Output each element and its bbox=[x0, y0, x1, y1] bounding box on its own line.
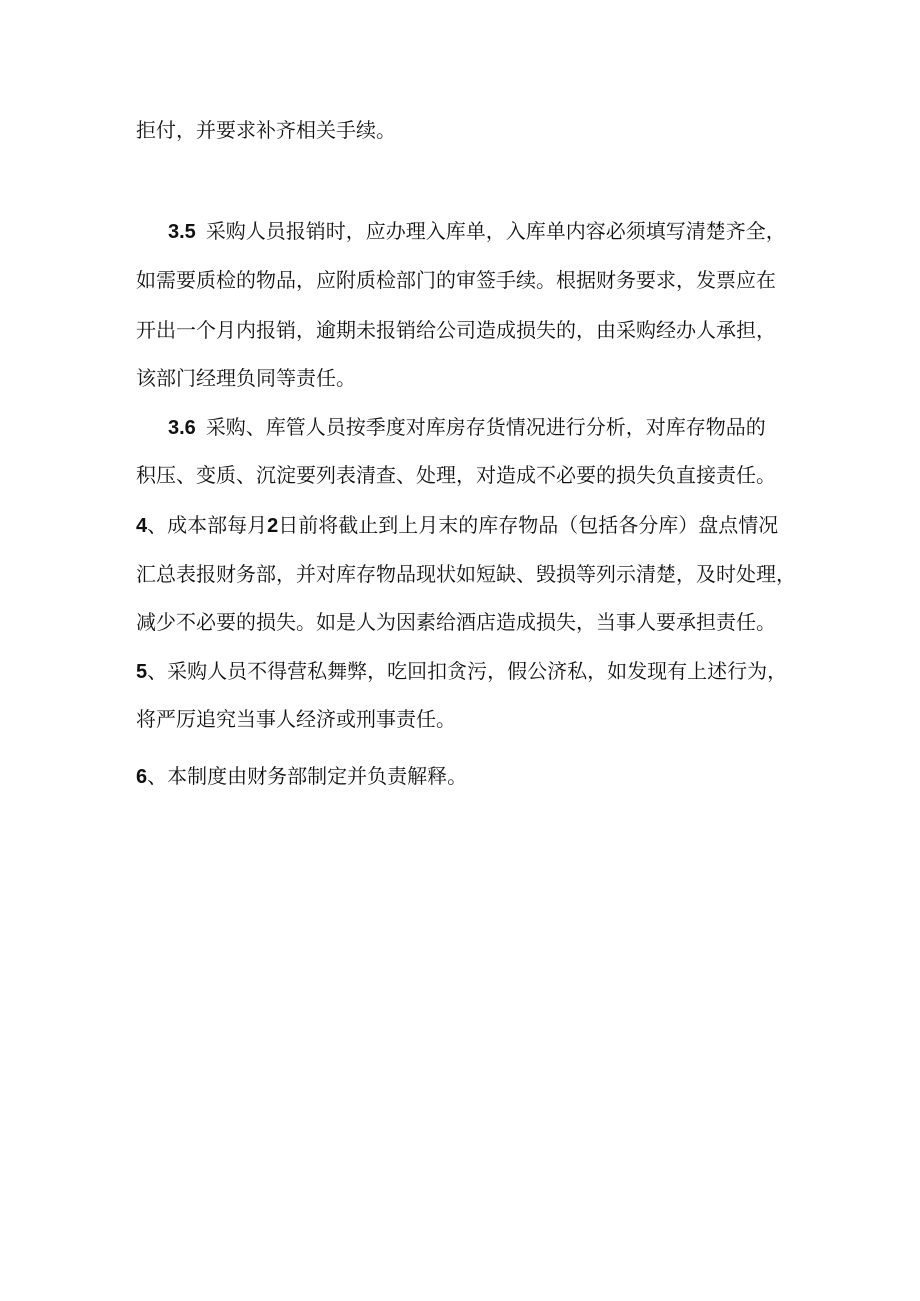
line-text: 采购人员报销时，应办理入库单，入库单内容必须填写清楚齐全， bbox=[205, 219, 786, 243]
paragraph-line bbox=[136, 366, 356, 390]
section-6-heading-line bbox=[136, 764, 467, 789]
line-text: 汇总表报财务部，并对库存物品现状如短缺、毁损等列示清楚，及时处理， bbox=[136, 562, 796, 586]
line-text: 该部门经理负同等责任。 bbox=[136, 366, 356, 390]
paragraph-line bbox=[136, 318, 776, 342]
paragraph-line bbox=[136, 562, 796, 586]
paragraph-line bbox=[136, 118, 396, 142]
section-number: 6 bbox=[136, 766, 148, 788]
section-4-heading-line bbox=[136, 513, 778, 538]
section-number: 4 bbox=[136, 515, 148, 537]
line-text: 日前将截止到上月末的库存物品（包括各分库）盘点情况 bbox=[278, 513, 779, 537]
section-3-6-heading-line bbox=[168, 415, 766, 440]
line-text: 减少不必要的损失。如是人为因素给酒店造成损失，当事人要承担责任。 bbox=[136, 610, 776, 634]
line-text: 开出一个月内报销，逾期未报销给公司造成损失的，由采购经办人承担， bbox=[136, 318, 776, 342]
paragraph-line bbox=[136, 707, 456, 731]
line-text: 积压、变质、沉淀要列表清查、处理，对造成不必要的损失负直接责任。 bbox=[136, 463, 776, 487]
line-text: 采购、库管人员按季度对库房存货情况进行分析，对库存物品的 bbox=[205, 415, 766, 439]
section-3-5-heading-line bbox=[168, 219, 786, 244]
line-text: 拒付，并要求补齐相关手续。 bbox=[136, 118, 396, 142]
paragraph-line bbox=[136, 610, 776, 634]
line-text: 如需要质检的物品，应附质检部门的审签手续。根据财务要求，发票应在 bbox=[136, 268, 776, 292]
paragraph-line bbox=[136, 268, 776, 292]
inline-number: 2 bbox=[267, 515, 279, 537]
section-number: 3.5 bbox=[168, 221, 196, 243]
line-text: 、成本部每月 bbox=[147, 513, 268, 537]
line-text: 、采购人员不得营私舞弊，吃回扣贪污，假公济私，如发现有上述行为， bbox=[147, 659, 788, 683]
section-number: 3.6 bbox=[168, 417, 196, 439]
paragraph-line bbox=[136, 463, 776, 487]
section-number: 5 bbox=[136, 661, 148, 683]
line-text: 、本制度由财务部制定并负责解释。 bbox=[147, 764, 468, 788]
line-text: 将严厉追究当事人经济或刑事责任。 bbox=[136, 707, 456, 731]
section-5-heading-line bbox=[136, 659, 787, 684]
